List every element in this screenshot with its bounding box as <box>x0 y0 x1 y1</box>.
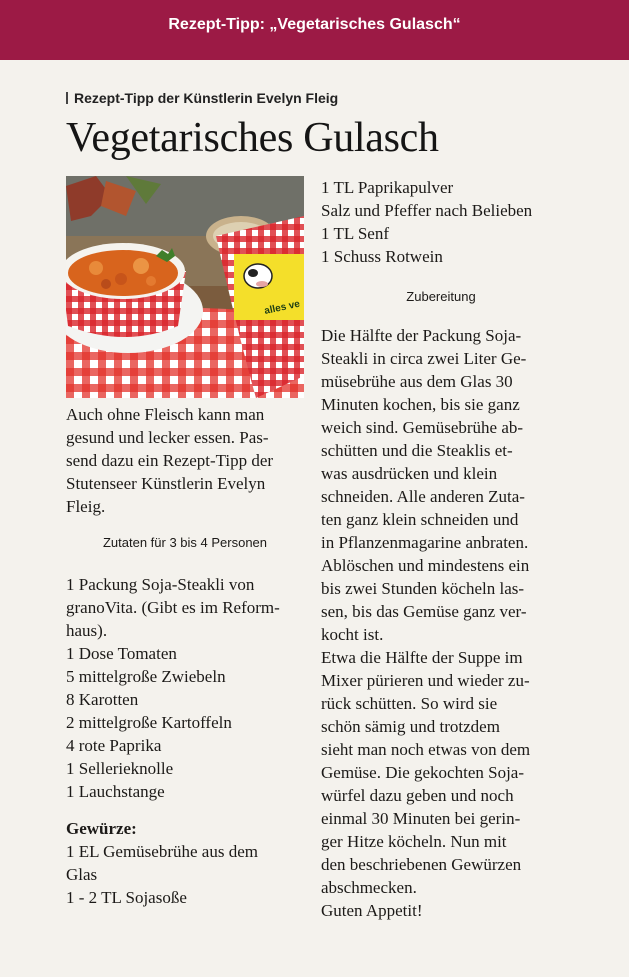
intro-line: send dazu ein Rezept-Tipp der <box>66 451 274 470</box>
spice-line: 1 TL Paprikapulver <box>321 178 454 197</box>
spice-line: 1 - 2 TL Sojasoße <box>66 888 187 907</box>
preparation-line: ger Hitze köcheln. Nun mit <box>321 832 507 851</box>
preparation-line: ten ganz klein schneiden und <box>321 510 519 529</box>
intro-line: Fleig. <box>66 497 106 516</box>
preparation-line: Steakli in circa zwei Liter Ge- <box>321 349 527 368</box>
intro-line: gesund und lecker essen. Pas- <box>66 428 269 447</box>
preparation-line: Mixer pürieren und wieder zu- <box>321 671 530 690</box>
spices-heading: Gewürze: <box>66 819 137 838</box>
preparation-text <box>321 324 561 922</box>
preparation-line: bis zwei Stunden köcheln las- <box>321 579 525 598</box>
preparation-line: schneiden. Alle anderen Zuta- <box>321 487 525 506</box>
preparation-line: Gemüse. Die gekochten Soja- <box>321 763 524 782</box>
preparation-line: abschmecken. <box>321 878 417 897</box>
right-column <box>321 176 561 922</box>
preparation-line: einmal 30 Minuten bei gerin- <box>321 809 521 828</box>
spices-list-right <box>321 176 561 268</box>
spices-list-left <box>66 840 304 909</box>
ingredient-line: 1 Packung Soja-Steakli von <box>66 575 255 594</box>
kicker-text: Rezept-Tipp der Künstlerin Evelyn Fleig <box>74 90 339 106</box>
ingredient-line: 4 rote Paprika <box>66 736 162 755</box>
preparation-line: schütten und die Steaklis et- <box>321 441 513 460</box>
goulash-photo-illustration <box>66 176 304 398</box>
intro-line: Auch ohne Fleisch kann man <box>66 405 265 424</box>
left-column <box>66 403 304 909</box>
page-banner <box>0 0 629 60</box>
logo-badge-text: alles ve <box>263 298 301 317</box>
preparation-line: sen, bis das Gemüse ganz ver- <box>321 602 527 621</box>
preparation-line: in Pflanzenmagarine anbraten. <box>321 533 529 552</box>
spice-line: 1 EL Gemüsebrühe aus dem <box>66 842 258 861</box>
ingredient-line: granoVita. (Gibt es im Reform- <box>66 598 280 617</box>
ingredients-list <box>66 573 304 803</box>
spice-line: Salz und Pfeffer nach Belieben <box>321 201 533 220</box>
banner-title: Rezept-Tipp: „Vegetarisches Gulasch“ <box>168 16 461 33</box>
preparation-line: Guten Appetit! <box>321 901 423 920</box>
preparation-line: was ausdrücken und klein <box>321 464 498 483</box>
spice-line: 1 TL Senf <box>321 224 389 243</box>
ingredients-heading: Zutaten für 3 bis 4 Personen <box>102 535 268 550</box>
preparation-line: weich sind. Gemüsebrühe ab- <box>321 418 524 437</box>
preparation-line: rück schütten. So wird sie <box>321 694 498 713</box>
ingredient-line: 8 Karotten <box>66 690 139 709</box>
preparation-heading: Zubereitung <box>406 289 476 304</box>
preparation-line: schön sämig und trotzdem <box>321 717 500 736</box>
preparation-line: Etwa die Hälfte der Suppe im <box>321 648 523 667</box>
preparation-line: den beschriebenen Gewürzen <box>321 855 522 874</box>
ingredient-line: 1 Dose Tomaten <box>66 644 177 663</box>
preparation-line: würfel dazu geben und noch <box>321 786 514 805</box>
goulash-photo <box>66 176 304 398</box>
ingredient-line: 1 Sellerieknolle <box>66 759 174 778</box>
spice-line: 1 Schuss Rotwein <box>321 247 443 266</box>
ingredient-line: 1 Lauchstange <box>66 782 165 801</box>
kicker-bar <box>66 92 68 104</box>
ingredient-line: 2 mittelgroße Kartoffeln <box>66 713 232 732</box>
preparation-line: kocht ist. <box>321 625 384 644</box>
preparation-line: Die Hälfte der Packung Soja- <box>321 326 522 345</box>
spice-line: Glas <box>66 865 98 884</box>
preparation-line: müsebrühe aus dem Glas 30 <box>321 372 513 391</box>
article-kicker <box>66 90 338 106</box>
preparation-line: sieht man noch etwas von dem <box>321 740 531 759</box>
preparation-line: Minuten kochen, bis sie ganz <box>321 395 520 414</box>
ingredient-line: 5 mittelgroße Zwiebeln <box>66 667 226 686</box>
ingredient-line: haus). <box>66 621 108 640</box>
article-headline: Vegetarisches Gulasch <box>66 115 439 161</box>
intro-paragraph <box>66 403 304 518</box>
preparation-line: Ablöschen und mindestens ein <box>321 556 530 575</box>
intro-line: Stutenseer Künstlerin Evelyn <box>66 474 266 493</box>
